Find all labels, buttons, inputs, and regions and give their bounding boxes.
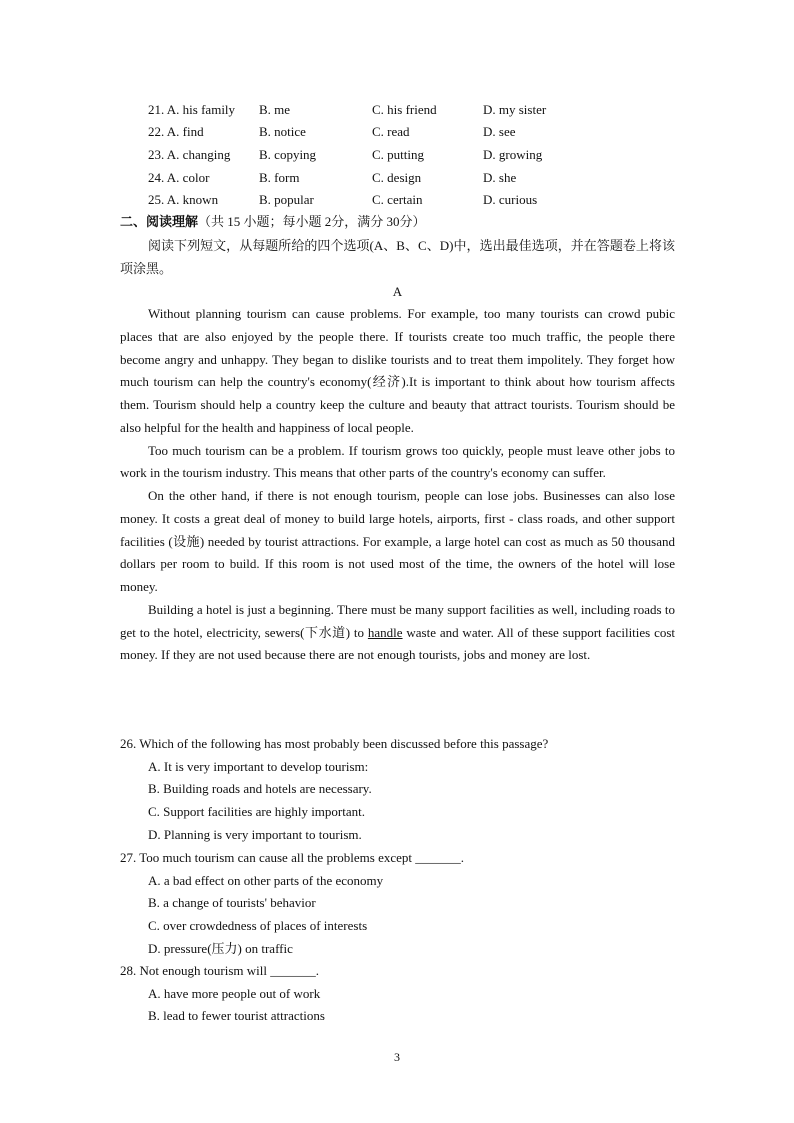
section-heading [120, 211, 426, 233]
option-a [148, 145, 230, 165]
option-b: B. me [259, 102, 291, 117]
paragraph-text: Building a hotel is just a beginning. There must be many support facilities as well, including roads to get to the hotel, electricity, sewers(下水道) to [120, 601, 675, 640]
option-a [148, 190, 218, 210]
passage-paragraph-3: On the other hand, if there is not enough tourism, people can lose jobs. Businesses can also lose money. It costs a great deal of money to build large hotels, airports, first - class roads, and other support facilities (设施) needed by tourist attractions. For example, a large hotel can cost as much as 50 thousand dollars per room to build. If this room is not used most of the time, the owners of the hotel will lose money. [120, 488, 675, 594]
question-27 [120, 847, 680, 961]
passage-paragraph-1: Without planning tourism can cause problems. For example, too many tourists can crowd pubic places that are also enjoyed by the people there. If tourists create too much traffic, the people there become angry and unhappy. They began to dislike tourists and to treat them impolitely. They forget how much tourism can help the country's economy(经济).It is important to think about how tourism affects them. Tourism should help a country keep the culture and beauty that attract tourists. Tourism should be also helpful for the health and happiness of local people. [120, 306, 675, 435]
option-c: C. certain [372, 192, 423, 207]
option-d: D. she [483, 170, 517, 185]
option-a [148, 168, 209, 188]
underlined-word: handle [367, 624, 403, 640]
option-c: C. design [372, 170, 422, 185]
passage-paragraph-4 [120, 599, 675, 667]
question-stem: 26. Which of the following has most probably been discussed before this passage? [120, 736, 549, 751]
option-b: B. copying [259, 147, 317, 162]
option-d: D. growing [483, 147, 543, 162]
paragraph-text: waste and water. All of these support facilities cost money. If they are not used because there are not enough tourists, jobs and money are lost. [120, 624, 676, 663]
section-title: 二、阅读理解 [120, 214, 199, 229]
option-a-text: A. find [166, 124, 204, 139]
question-stem: 27. Too much tourism can cause all the problems except _______. [120, 850, 464, 865]
question-number: 21. [148, 102, 165, 117]
passage-title: A [392, 284, 403, 299]
option-a [148, 122, 204, 142]
section-instruction: 阅读下列短文，从每题所给的四个选项(A、B、C、D)中，选出最佳选项，并在答题卷上将该项涂黑。 [120, 238, 675, 276]
option-a-text: A. changing [166, 147, 231, 162]
option-d: D. my sister [483, 102, 547, 117]
choice-b: B. a change of tourists' behavior [148, 895, 316, 911]
option-c: C. putting [372, 147, 425, 162]
choice-d: D. pressure(压力) on traffic [148, 940, 293, 956]
choice-d: D. Planning is very important to tourism. [148, 826, 362, 842]
question-28 [120, 960, 680, 1028]
choice-c: C. Support facilities are highly important. [148, 804, 365, 820]
choice-a: A. have more people out of work [148, 985, 321, 1001]
option-a [148, 100, 235, 120]
section-points: （共 15 小题；每小题 2分，满分 30分） [198, 214, 426, 229]
choice-b: B. lead to fewer tourist attractions [148, 1008, 325, 1024]
passage-paragraph-2: Too much tourism can be a problem. If tourism grows too quickly, people must leave other jobs to work in the tourism industry. This means that other parts of the country's economy can suffer. [120, 442, 675, 481]
option-a-text: A. his family [166, 102, 236, 117]
choice-c: C. over crowdedness of places of interests [148, 918, 368, 934]
choice-b: B. Building roads and hotels are necessary. [148, 781, 372, 797]
question-number: 25. [148, 192, 165, 207]
question-26 [120, 733, 680, 847]
choice-a: A. It is very important to develop tourism: [148, 758, 369, 774]
option-d: D. curious [483, 192, 538, 207]
option-d: D. see [483, 124, 516, 139]
option-a-text: A. color [166, 170, 210, 185]
option-a-text: A. known [166, 192, 219, 207]
page-number: 3 [394, 1050, 400, 1064]
option-b: B. notice [259, 124, 306, 139]
option-b: B. popular [259, 192, 314, 207]
question-number: 24. [148, 170, 165, 185]
choice-a: A. a bad effect on other parts of the economy [148, 872, 384, 888]
question-number: 23. [148, 147, 165, 162]
option-b: B. form [259, 170, 300, 185]
option-c: C. his friend [372, 102, 437, 117]
question-stem: 28. Not enough tourism will _______. [120, 963, 319, 978]
passage-body [120, 303, 675, 667]
question-number: 22. [148, 124, 165, 139]
option-c: C. read [372, 124, 410, 139]
